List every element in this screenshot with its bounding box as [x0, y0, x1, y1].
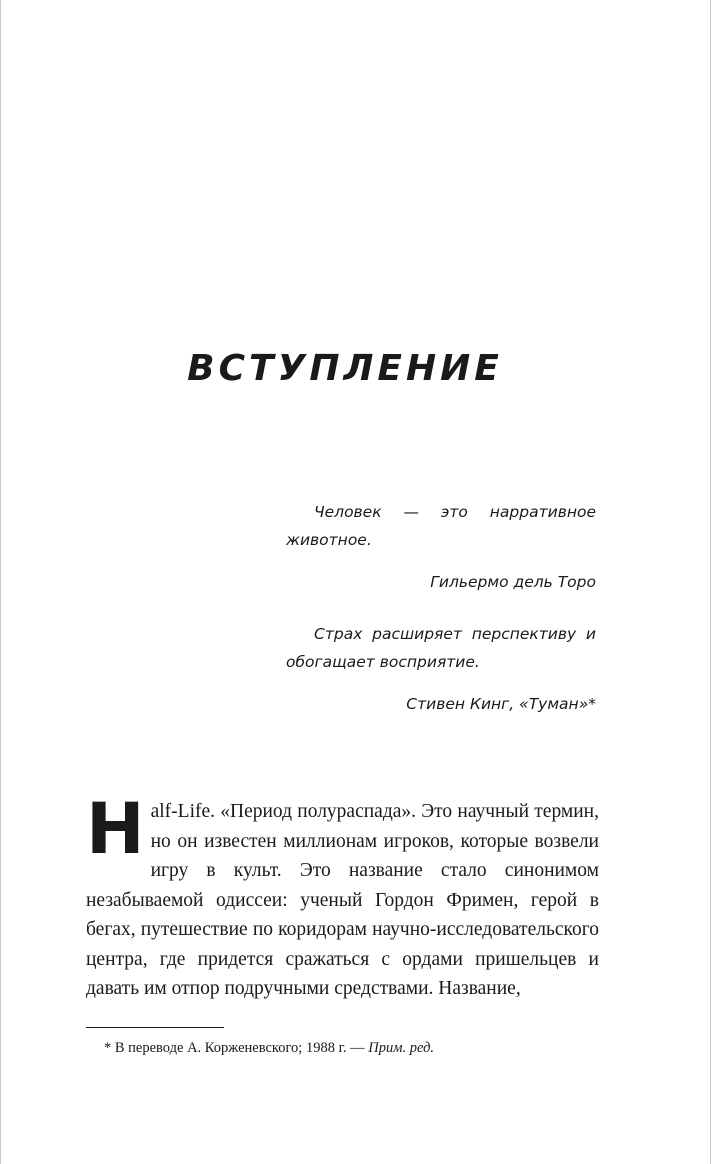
body-paragraph-text: alf-Life. «Период полураспада». Это научный термин, но он известен миллионам игроков, которые возвели игру в культ. Это название стало синонимом незабываемой одиссеи: ученый Гордон Фримен, герой в бегах, путешествие по коридорам научно-исследовательского центра, где придется сражаться с ордами пришельцев и давать им отпор подручными средствами. Название, [86, 801, 599, 999]
body-paragraph [86, 788, 599, 1004]
epigraph-author: Стивен Кинг, «Туман»* [406, 695, 596, 713]
page-left-edge [0, 0, 1, 1164]
epigraph-quote: Человек — это нарративное животное. [286, 503, 596, 549]
footnote [104, 1038, 434, 1058]
footnote-editor-note: Прим. ред. [368, 1040, 435, 1056]
epigraph-1 [286, 498, 596, 596]
footnote-divider [86, 1027, 224, 1028]
footnote-text: * В переводе А. Корженевского; 1988 г. — [104, 1040, 365, 1056]
chapter-title: ВСТУПЛЕНИЕ [187, 348, 503, 389]
epigraph-2 [286, 620, 596, 718]
epigraph-author: Гильермо дель Торо [430, 573, 596, 591]
epigraph-quote: Страх расширяет перспективу и обогащает восприятие. [286, 625, 596, 671]
drop-cap: H [86, 788, 145, 870]
